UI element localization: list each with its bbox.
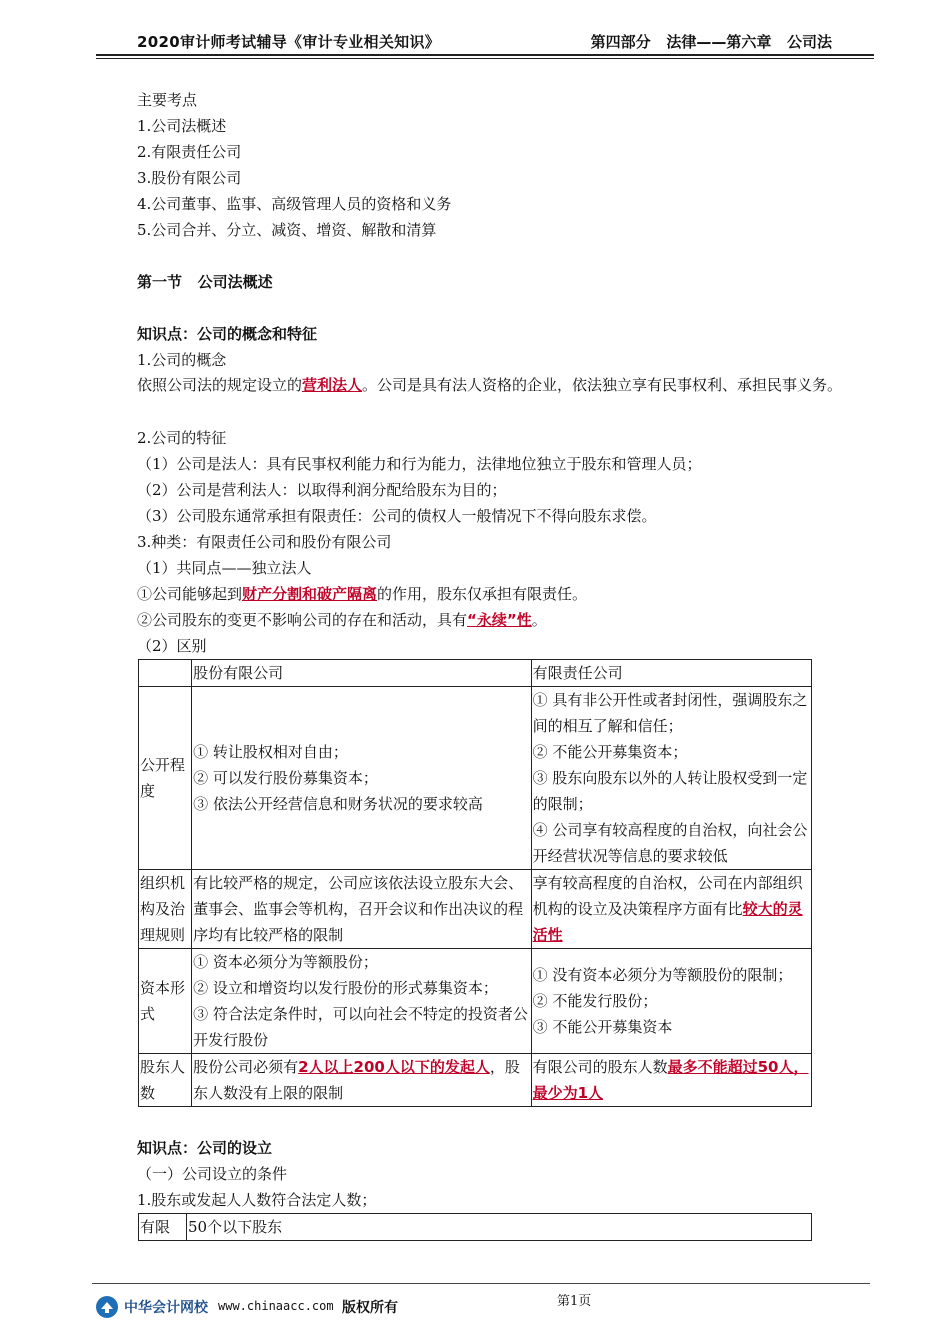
footer-divider bbox=[92, 1283, 870, 1284]
table-cell: 有比较严格的规定，公司应该依法设立股东大会、董事会、监事会等机构，召开会议和作出决议的程序均有比较严格的限制 bbox=[192, 870, 532, 949]
row-label: 公开程度 bbox=[139, 687, 192, 870]
table-cell: ① 转让股权相对自由； ② 可以发行股份募集资本； ③ 依法公开经营信息和财务状况的要求较高 bbox=[192, 687, 532, 870]
common-heading: （1）共同点——独立法人 bbox=[137, 559, 312, 577]
feature-item: （3）公司股东通常承担有限责任：公司的债权人一般情况下不得向股东求偿。 bbox=[137, 507, 657, 525]
highlight-term: “永续”性 bbox=[467, 611, 532, 629]
condition-heading: （一）公司设立的条件 bbox=[137, 1165, 288, 1183]
header-chapter: 第四部分 法律——第六章 公司法 bbox=[590, 33, 832, 51]
shareholder-table bbox=[138, 1213, 812, 1241]
types-heading: 3.种类：有限责任公司和股份有限公司 bbox=[137, 533, 392, 551]
table-row bbox=[139, 949, 812, 1054]
table-row bbox=[139, 1214, 812, 1241]
table-cell: ① 具有非公开性或者封闭性，强调股东之间的相互了解和信任； ② 不能公开募集资本； ③ 股东向股东以外的人转让股权受到一定的限制； ④ 公司享有较高程度的自治权，向社会公开经营状况等信息的要求较低 bbox=[531, 687, 811, 870]
highlight-term: 2人以上200人以下的发起人 bbox=[298, 1058, 490, 1076]
row-label: 组织机构及治理规则 bbox=[139, 870, 192, 949]
table-row bbox=[139, 870, 812, 949]
row-label: 有限 bbox=[139, 1214, 187, 1241]
page-number: 第1页 bbox=[557, 1294, 592, 1309]
section-title: 第一节 公司法概述 bbox=[137, 273, 273, 291]
diff-heading: （2）区别 bbox=[137, 637, 207, 655]
header-divider-thin bbox=[96, 58, 874, 59]
outline-item: 5.公司合并、分立、减资、增资、解散和清算 bbox=[137, 221, 437, 239]
highlight-term: 财产分割和破产隔离 bbox=[242, 585, 378, 603]
row-label: 股东人数 bbox=[139, 1054, 192, 1107]
outline-item: 3.股份有限公司 bbox=[137, 169, 242, 187]
table-row bbox=[139, 687, 812, 870]
common-item-2: ②公司股东的变更不影响公司的存在和活动，具有“永续”性。 bbox=[137, 611, 547, 629]
table-cell: 50个以下股东 bbox=[187, 1214, 812, 1241]
highlight-term: 最多不能超过50人，最少为1人 bbox=[532, 1058, 809, 1102]
knowledge-point-title: 知识点：公司的概念和特征 bbox=[137, 325, 318, 343]
comparison-table bbox=[138, 659, 812, 1107]
knowledge-point-title: 知识点：公司的设立 bbox=[137, 1139, 273, 1157]
table-cell: ① 资本必须分为等额股份； ② 设立和增资均以发行股份的形式募集资本； ③ 符合法定条件时，可以向社会不特定的投资者公开发行股份 bbox=[192, 949, 532, 1054]
features-heading: 2.公司的特征 bbox=[137, 429, 227, 447]
common-item-1: ①公司能够起到财产分割和破产隔离的作用，股东仅承担有限责任。 bbox=[137, 585, 588, 603]
brand-name: 中华会计网校 bbox=[124, 1300, 208, 1316]
feature-item: （2）公司是营利法人：以取得利润分配给股东为目的； bbox=[137, 481, 507, 499]
outline-item: 4.公司董事、监事、高级管理人员的资格和义务 bbox=[137, 195, 452, 213]
header-title: 2020审计师考试辅导《审计专业相关知识》 bbox=[137, 33, 441, 51]
table-cell: 有限公司的股东人数最多不能超过50人，最少为1人 bbox=[531, 1054, 811, 1107]
table-header-joint: 股份有限公司 bbox=[192, 660, 532, 687]
footer-url[interactable]: www.chinaacc.com bbox=[218, 1299, 334, 1313]
outline-title: 主要考点 bbox=[137, 91, 198, 109]
concept-paragraph: 依照公司法的规定设立的营利法人。公司是具有法人资格的企业，依法独立享有民事权利、承担民事义务。 bbox=[137, 376, 843, 394]
table-header-llc: 有限责任公司 bbox=[531, 660, 811, 687]
highlight-term: 营利法人 bbox=[302, 376, 363, 394]
row-label: 资本形式 bbox=[139, 949, 192, 1054]
outline-item: 2.有限责任公司 bbox=[137, 143, 242, 161]
table-cell: ① 没有资本必须分为等额股份的限制； ② 不能发行股份； ③ 不能公开募集资本 bbox=[531, 949, 811, 1054]
copyright-text: 版权所有 bbox=[342, 1300, 398, 1316]
highlight-term: 较大的灵活性 bbox=[532, 900, 803, 944]
table-cell: 享有较高程度的自治权，公司在内部组织机构的设立及决策程序方面有比较大的灵活性 bbox=[531, 870, 811, 949]
table-cell bbox=[139, 660, 192, 687]
condition-item: 1.股东或发起人人数符合法定人数； bbox=[137, 1191, 377, 1209]
concept-heading: 1.公司的概念 bbox=[137, 351, 227, 369]
table-header-row bbox=[139, 660, 812, 687]
table-cell: 股份公司必须有2人以上200人以下的发起人，股东人数没有上限的限制 bbox=[192, 1054, 532, 1107]
header-divider bbox=[96, 54, 874, 56]
table-row bbox=[139, 1054, 812, 1107]
feature-item: （1）公司是法人：具有民事权利能力和行为能力，法律地位独立于股东和管理人员； bbox=[137, 455, 702, 473]
brand-logo-icon bbox=[96, 1296, 118, 1318]
outline-item: 1.公司法概述 bbox=[137, 117, 227, 135]
